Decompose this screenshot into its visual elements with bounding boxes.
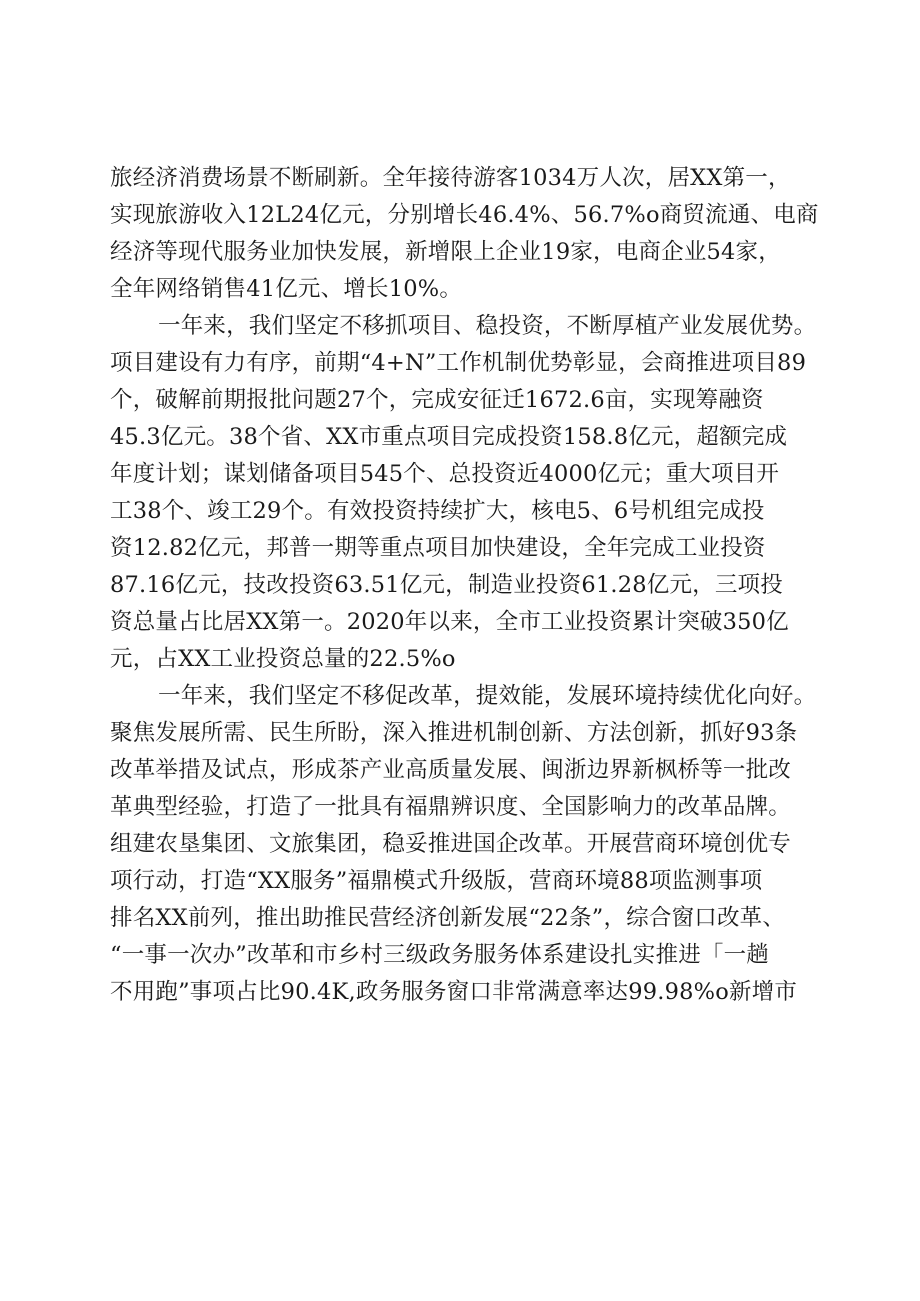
paragraph-first-line: 一年来，我们坚定不移促改革，提效能，发展环境持续优化向好。 <box>158 683 817 709</box>
text-line: 资总量占比居XX第一。2020年以来，全市工业投资累计突破350亿 <box>110 609 789 635</box>
text-line: 工38个、竣工29个。有效投资持续扩大，核电5、6号机组完成投 <box>110 498 765 524</box>
text-line: 经济等现代服务业加快发展，新增限上企业19家，电商企业54家， <box>110 239 781 265</box>
text-line: 年度计划；谋划储备项目545个、总投资近4000亿元；重大项目开 <box>110 461 780 487</box>
text-line: 资12.82亿元，邦普一期等重点项目加快建设，全年完成工业投资 <box>110 535 766 561</box>
text-line: 旅经济消费场景不断刷新。全年接待游客1034万人次，居XX第一， <box>110 165 791 191</box>
text-line: 排名XX前列，推出助推民营经济创新发展“22条”，综合窗口改革、 <box>110 905 786 931</box>
text-line: 改革举措及试点，形成茶产业高质量发展、闽浙边界新枫桥等一批改 <box>110 757 792 783</box>
text-line: 聚焦发展所需、民生所盼，深入推进机制创新、方法创新，抓好93条 <box>110 720 798 746</box>
text-line: 不用跑”事项占比90.4K,政务服务窗口非常满意率达99.98%o新增市 <box>110 979 798 1005</box>
text-line: 组建农垦集团、文旅集团，稳妥推进国企改革。开展营商环境创优专 <box>110 831 792 857</box>
text-line: 革典型经验，打造了一批具有福鼎辨识度、全国影响力的改革品牌。 <box>110 794 792 820</box>
text-line: 项行动，打造“XX服务”福鼎模式升级版，营商环境88项监测事项 <box>110 868 763 894</box>
text-line: 实现旅游收入12L24亿元，分别增长46.4%、56.7%o商贸流通、电商 <box>110 202 819 228</box>
text-line: 个，破解前期报批问题27个，完成安征迁1672.6亩，实现筹融资 <box>110 387 764 413</box>
text-line: 元，占XX工业投资总量的22.5%o <box>110 646 456 672</box>
body-text <box>110 160 830 1011</box>
text-line: 87.16亿元，技改投资63.51亿元，制造业投资61.28亿元，三项投 <box>110 572 783 598</box>
paragraph-first-line: 一年来，我们坚定不移抓项目、稳投资，不断厚植产业发展优势。 <box>158 313 817 339</box>
text-line: 45.3亿元。38个省、XX市重点项目完成投资158.8亿元，超额完成 <box>110 424 788 450</box>
text-line: 全年网络销售41亿元、增长10%。 <box>110 276 463 302</box>
text-line: “一事一次办”改革和市乡村三级政务服务体系建设扎实推进「一趟 <box>110 942 770 968</box>
text-line: 项目建设有力有序，前期“4+N”工作机制优势彰显，会商推进项目89 <box>110 350 807 376</box>
